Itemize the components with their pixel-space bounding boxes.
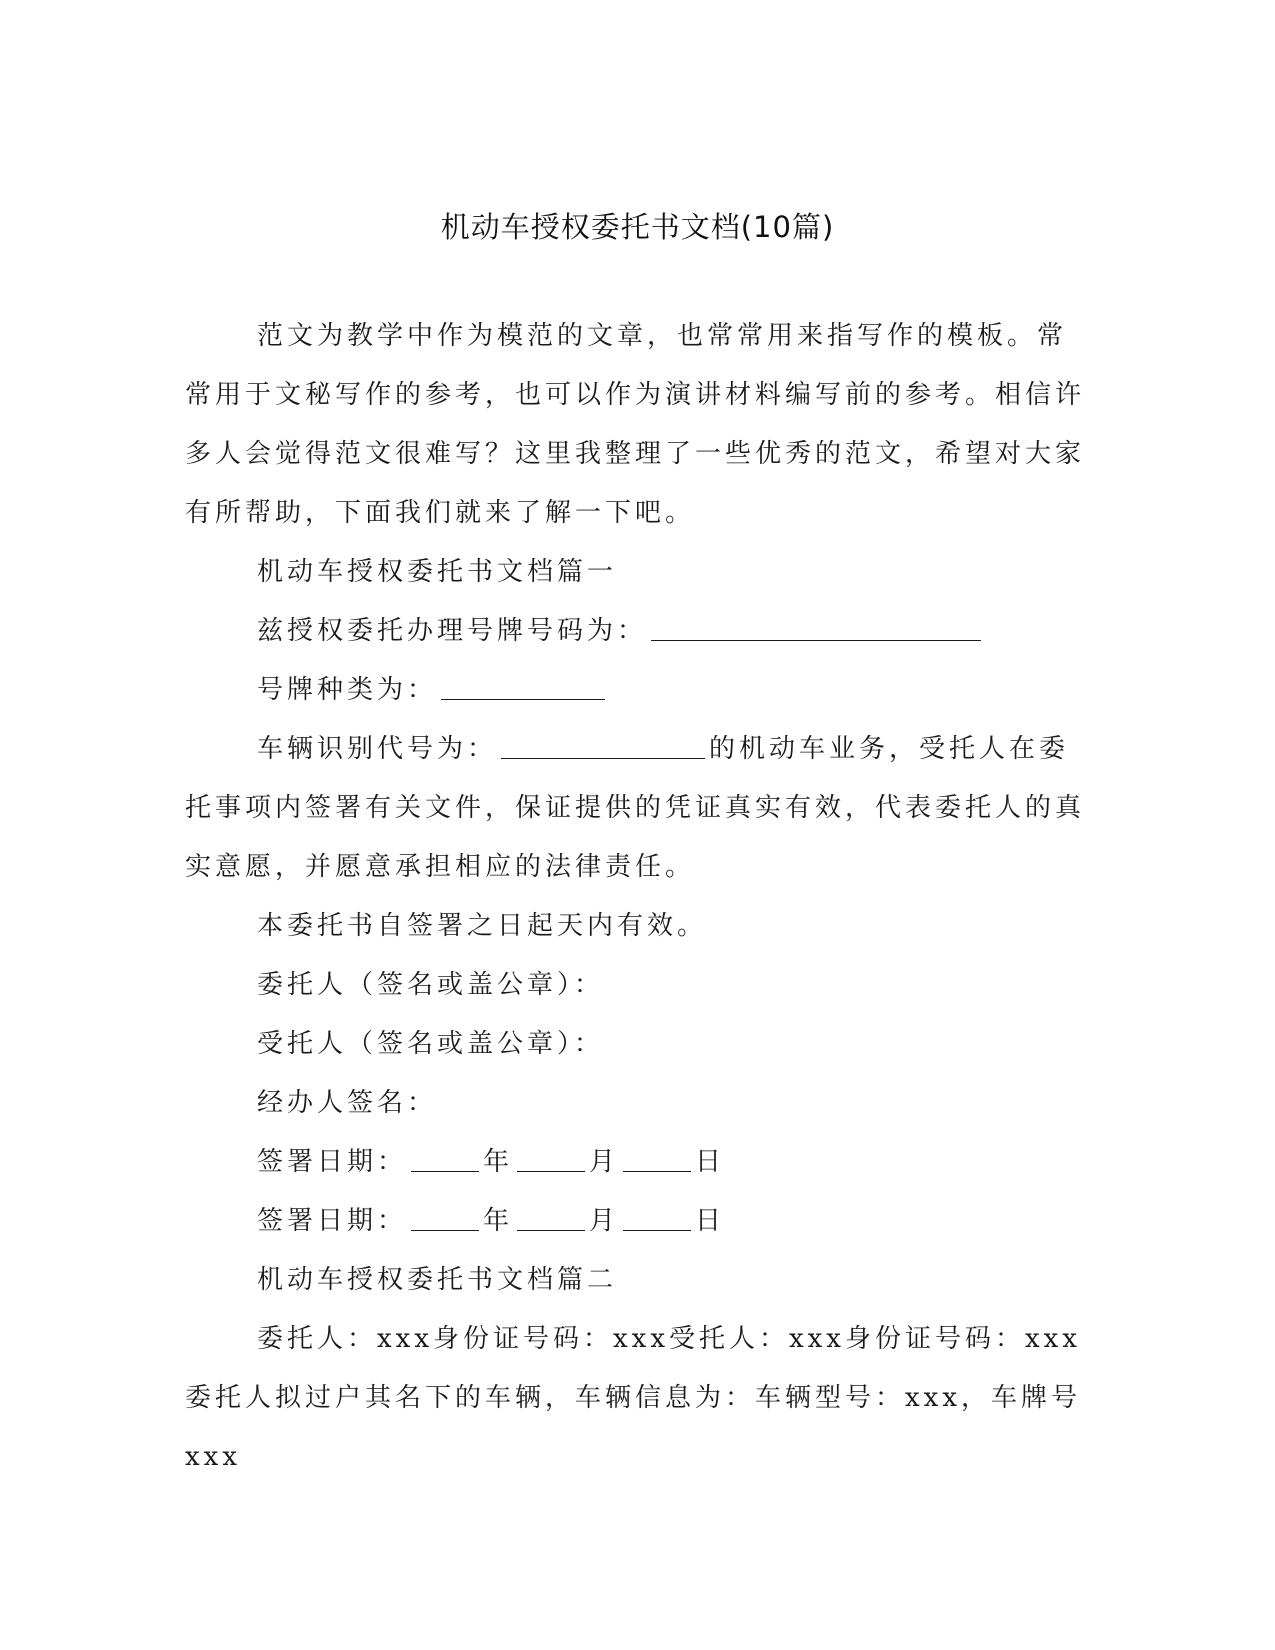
section2-paragraph: 委托人：xxx身份证号码：xxx受托人：xxx身份证号码：xxx委托人拟过户其名下的车辆，车辆信息为：车辆型号：xxx，车牌号xxx xyxy=(185,1324,1081,1472)
year-label-2: 年 xyxy=(483,1206,514,1236)
day-label-2: 日 xyxy=(695,1206,726,1236)
month-blank xyxy=(517,1147,585,1172)
validity-line: 本委托书自签署之日起天内有效。 xyxy=(257,911,708,941)
vin-paragraph xyxy=(185,720,1090,897)
document-body xyxy=(185,307,1090,1487)
plate-number-label: 兹授权委托办理号牌号码为： xyxy=(257,616,648,646)
month-label: 月 xyxy=(589,1147,620,1177)
day-label: 日 xyxy=(695,1147,726,1177)
vin-blank xyxy=(501,734,705,759)
plate-number-line xyxy=(185,602,1090,661)
plate-type-blank xyxy=(441,675,605,700)
vin-paragraph-text: 的机动车业务，受托人在委托事项内签署有关文件，保证提供的凭证真实有效，代表委托人的真实意愿，并愿意承担相应的法律责任。 xyxy=(185,734,1086,882)
year-label: 年 xyxy=(483,1147,514,1177)
month-label-2: 月 xyxy=(589,1206,620,1236)
agent-signature-line: 受托人（签名或盖公章）： xyxy=(257,1029,605,1059)
month-blank-2 xyxy=(517,1206,585,1231)
plate-number-blank xyxy=(651,616,981,641)
section2-heading: 机动车授权委托书文档篇二 xyxy=(257,1265,618,1295)
year-blank-2 xyxy=(411,1206,479,1231)
sign-date-line-2 xyxy=(185,1192,1090,1251)
plate-type-line xyxy=(185,661,1090,720)
principal-signature-line: 委托人（签名或盖公章）： xyxy=(257,970,605,1000)
day-blank xyxy=(623,1147,691,1172)
section1-heading: 机动车授权委托书文档篇一 xyxy=(257,557,618,587)
intro-paragraph: 范文为教学中作为模范的文章，也常常用来指写作的模板。常常用于文秘写作的参考，也可以作为演讲材料编写前的参考。相信许多人会觉得范文很难写？这里我整理了一些优秀的范文，希望对大家有所帮助，下面我们就来了解一下吧。 xyxy=(185,321,1086,528)
sign-date-line xyxy=(185,1133,1090,1192)
sign-date-label-2: 签署日期： xyxy=(257,1206,408,1236)
day-blank-2 xyxy=(623,1206,691,1231)
handler-signature-line: 经办人签名： xyxy=(257,1088,438,1118)
sign-date-label: 签署日期： xyxy=(257,1147,408,1177)
plate-type-label: 号牌种类为： xyxy=(257,675,438,705)
vin-label: 车辆识别代号为： xyxy=(257,734,498,764)
year-blank xyxy=(411,1147,479,1172)
document-title: 机动车授权委托书文档(10篇) xyxy=(440,210,835,244)
